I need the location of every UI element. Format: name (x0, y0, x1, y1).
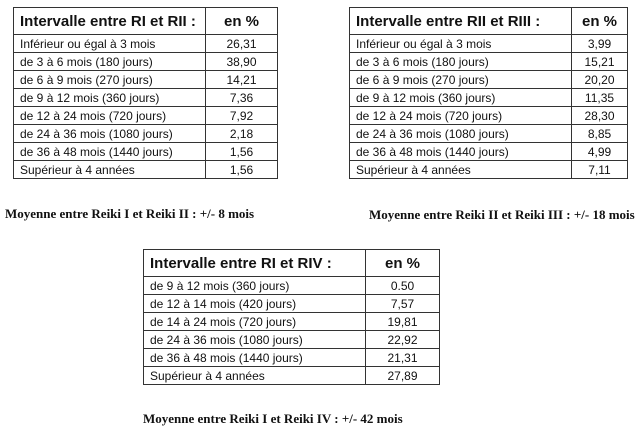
percent-value: 8,85 (572, 125, 628, 143)
interval-label: de 12 à 24 mois (720 jours) (14, 107, 206, 125)
table-row (144, 331, 440, 349)
interval-label: de 36 à 48 mois (1440 jours) (14, 143, 206, 161)
interval-label: de 36 à 48 mois (1440 jours) (350, 143, 572, 161)
interval-label: de 24 à 36 mois (1080 jours) (144, 331, 366, 349)
interval-label: de 9 à 12 mois (360 jours) (14, 89, 206, 107)
interval-label: de 3 à 6 mois (180 jours) (14, 53, 206, 71)
table-row (350, 125, 628, 143)
interval-label: de 9 à 12 mois (360 jours) (144, 277, 366, 295)
interval-label: de 3 à 6 mois (180 jours) (350, 53, 572, 71)
table-row (350, 35, 628, 53)
table-row (14, 35, 278, 53)
interval-label: de 36 à 48 mois (1440 jours) (144, 349, 366, 367)
percent-value: 15,21 (572, 53, 628, 71)
interval-label: de 24 à 36 mois (1080 jours) (14, 125, 206, 143)
percent-value: 7,57 (366, 295, 440, 313)
table-rii-riii (349, 7, 628, 179)
interval-label: Supérieur à 4 années (14, 161, 206, 179)
table-row (14, 161, 278, 179)
table-ri-riv (143, 249, 440, 385)
table-row (14, 125, 278, 143)
table-row (350, 143, 628, 161)
interval-label: de 24 à 36 mois (1080 jours) (350, 125, 572, 143)
percent-value: 20,20 (572, 71, 628, 89)
table-row (14, 71, 278, 89)
interval-label: de 14 à 24 mois (720 jours) (144, 313, 366, 331)
percent-value: 21,31 (366, 349, 440, 367)
table-row (14, 53, 278, 71)
average-caption: Moyenne entre Reiki II et Reiki III : +/- 18 mois (369, 207, 635, 222)
percent-value: 2,18 (206, 125, 278, 143)
percent-value: 28,30 (572, 107, 628, 125)
table-header-row (144, 250, 440, 277)
percent-value: 26,31 (206, 35, 278, 53)
percent-value: 0.50 (366, 277, 440, 295)
percent-value: 4,99 (572, 143, 628, 161)
interval-label: de 6 à 9 mois (270 jours) (14, 71, 206, 89)
average-caption: Moyenne entre Reiki I et Reiki IV : +/- 42 mois (143, 411, 403, 426)
table-row (14, 143, 278, 161)
table-row (144, 313, 440, 331)
percent-value: 7,11 (572, 161, 628, 179)
percent-value: 7,36 (206, 89, 278, 107)
percent-value: 14,21 (206, 71, 278, 89)
interval-label: de 12 à 14 mois (420 jours) (144, 295, 366, 313)
table-title: Intervalle entre RI et RIV : (144, 250, 366, 277)
percent-value: 38,90 (206, 53, 278, 71)
average-caption: Moyenne entre Reiki I et Reiki II : +/- 8 mois (5, 206, 255, 221)
interval-label: Inférieur ou égal à 3 mois (350, 35, 572, 53)
table-header-row (14, 8, 278, 35)
percent-header: en % (366, 250, 440, 277)
table-row (350, 71, 628, 89)
table-title: Intervalle entre RII et RIII : (350, 8, 572, 35)
percent-value: 27,89 (366, 367, 440, 385)
interval-label: de 9 à 12 mois (360 jours) (350, 89, 572, 107)
table-row (350, 107, 628, 125)
table-row (144, 277, 440, 295)
table-row (350, 161, 628, 179)
interval-label: Supérieur à 4 années (144, 367, 366, 385)
percent-value: 1,56 (206, 143, 278, 161)
percent-header: en % (572, 8, 628, 35)
percent-value: 11,35 (572, 89, 628, 107)
percent-value: 7,92 (206, 107, 278, 125)
percent-value: 3,99 (572, 35, 628, 53)
percent-value: 19,81 (366, 313, 440, 331)
table-header-row (350, 8, 628, 35)
table-ri-rii (13, 7, 278, 179)
interval-label: Supérieur à 4 années (350, 161, 572, 179)
table-row (144, 367, 440, 385)
table-row (144, 295, 440, 313)
interval-label: de 6 à 9 mois (270 jours) (350, 71, 572, 89)
table-row (14, 107, 278, 125)
table-row (350, 89, 628, 107)
percent-value: 22,92 (366, 331, 440, 349)
table-title: Intervalle entre RI et RII : (14, 8, 206, 35)
table-row (14, 89, 278, 107)
interval-label: Inférieur ou égal à 3 mois (14, 35, 206, 53)
percent-header: en % (206, 8, 278, 35)
table-row (350, 53, 628, 71)
table-row (144, 349, 440, 367)
interval-label: de 12 à 24 mois (720 jours) (350, 107, 572, 125)
percent-value: 1,56 (206, 161, 278, 179)
